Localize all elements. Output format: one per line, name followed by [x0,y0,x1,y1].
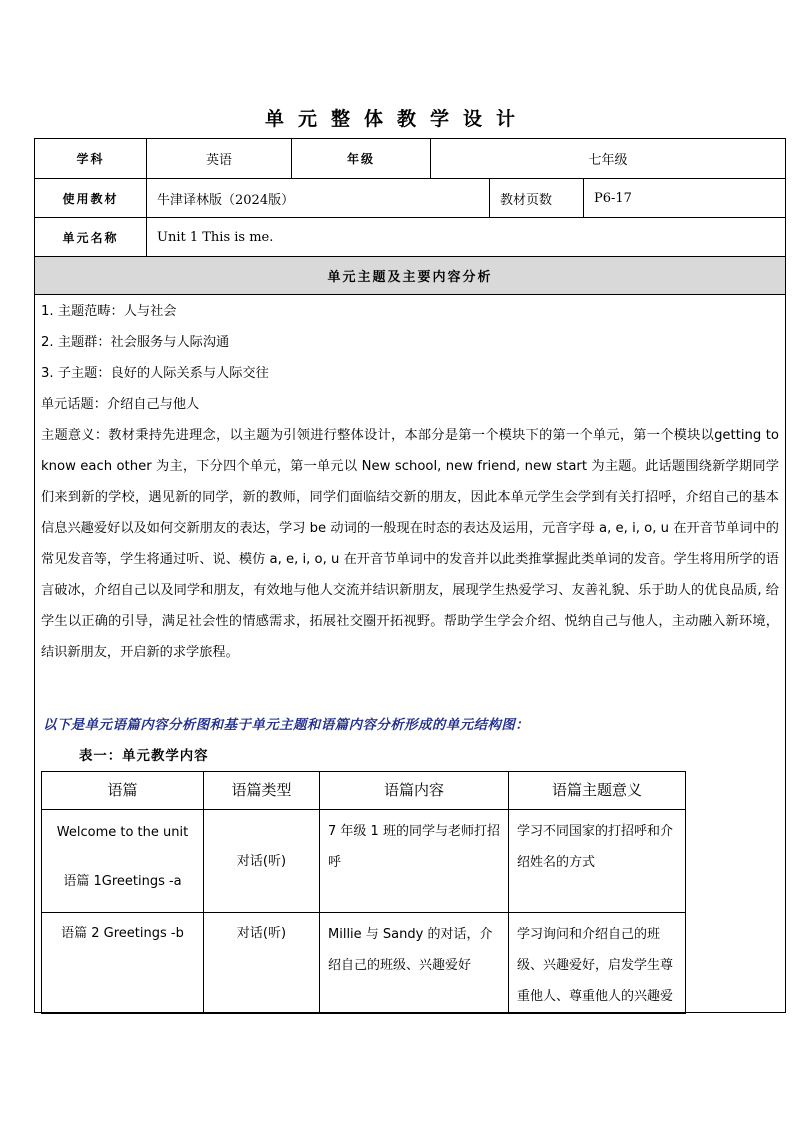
textbook-value: 牛津译林版（2024版） [146,179,489,217]
passage-cell: 语篇 2 Greetings -b [61,926,184,941]
lesson-plan-table [34,138,786,1013]
page-title: 单元整体教学设计 [264,108,529,130]
passage-name: Welcome to the unit [56,825,189,840]
analysis-block [35,296,785,668]
unit-content-table [41,771,686,1014]
meaning-cell: 学习询问和介绍自己的班级、兴趣爱好，启发学生尊重他人、尊重他人的兴趣爱 [508,913,685,1013]
pages-label: 教材页数 [489,179,583,217]
info-row-unit [35,218,785,257]
content-cell: 7 年级 1 班的同学与老师打招呼 [319,810,508,912]
info-row-textbook [35,179,785,218]
meaning-cell: 学习不同国家的打招呼和介绍姓名的方式 [508,810,685,912]
pages-value: P6-17 [583,179,785,217]
unit-value: Unit 1 This is me. [146,218,785,256]
table-header-cell: 语篇类型 [203,772,319,809]
textbook-label: 使用教材 [62,191,119,206]
passage-cell [42,810,203,912]
analysis-line-3: 3. 子主题：良好的人际关系与人际交往 [41,366,269,381]
type-cell: 对话(听) [203,810,319,912]
grade-label: 年级 [291,139,430,178]
section-header [35,257,785,295]
table-row [42,810,685,913]
unit-label: 单元名称 [62,230,119,245]
structure-intro: 以下是单元语篇内容分析图和基于单元主题和语篇内容分析形成的单元结构图： [43,717,530,733]
subject-label: 学科 [76,152,105,166]
table1-label: 表一：单元教学内容 [79,748,209,764]
grade-value: 七年级 [430,139,785,178]
table-header-row [42,772,685,810]
subject-value: 英语 [146,139,291,178]
table-header-cell: 语篇 [107,781,138,799]
table-header-cell: 语篇内容 [319,772,508,809]
table-header-cell: 语篇主题意义 [508,772,685,809]
content-cell: Millie 与 Sandy 的对话，介绍自己的班级、兴趣爱好 [319,913,508,1013]
section-header-text: 单元主题及主要内容分析 [327,270,493,285]
type-cell: 对话(听) [203,913,319,1013]
info-row-subject [35,139,785,179]
passage-subname: 语篇 1Greetings -a [63,874,182,889]
analysis-line-2: 2. 主题群：社会服务与人际沟通 [41,335,230,350]
analysis-line-1: 1. 主题范畴：人与社会 [41,304,177,319]
table-row [42,913,685,1013]
analysis-topic: 单元话题：介绍自己与他人 [41,397,200,412]
analysis-meaning: 主题意义：教材秉持先进理念，以主题为引领进行整体设计，本部分是第一个模块下的第一个单元，第一个模块以getting to know each other 为主，下分四个单元，第一单元以 New school, new friend, new start 为主题。此话题围绕新学期同学们来到新的学校，遇见新的同学，新的教师，同学们面临结交新的朋友，因此本单元学生会学到有关打招呼，介绍自己的基本信息兴趣爱好以及如何交新朋友的表达，学习 be 动词的一般现在时态的表达及运用，元音字母 a, e, i, o, u 在开音节单词中的常见发音等，学生将通过听、说、模仿 a, e, i, o, u 在开音节单词中的发音并以此类推掌握此类单词的发音。学生将用所学的语言破冰，介绍自己以及同学和朋友，有效地与他人交流并结识新朋友，展现学生热爱学习、友善礼貌、乐于助人的优良品质, 给学生以正确的引导，满足社会性的情感需求，拓展社交圈开拓视野。帮助学生学会介绍、悦纳自己与他人，主动融入新环境，结识新朋友，开启新的求学旅程。 [41,428,779,660]
